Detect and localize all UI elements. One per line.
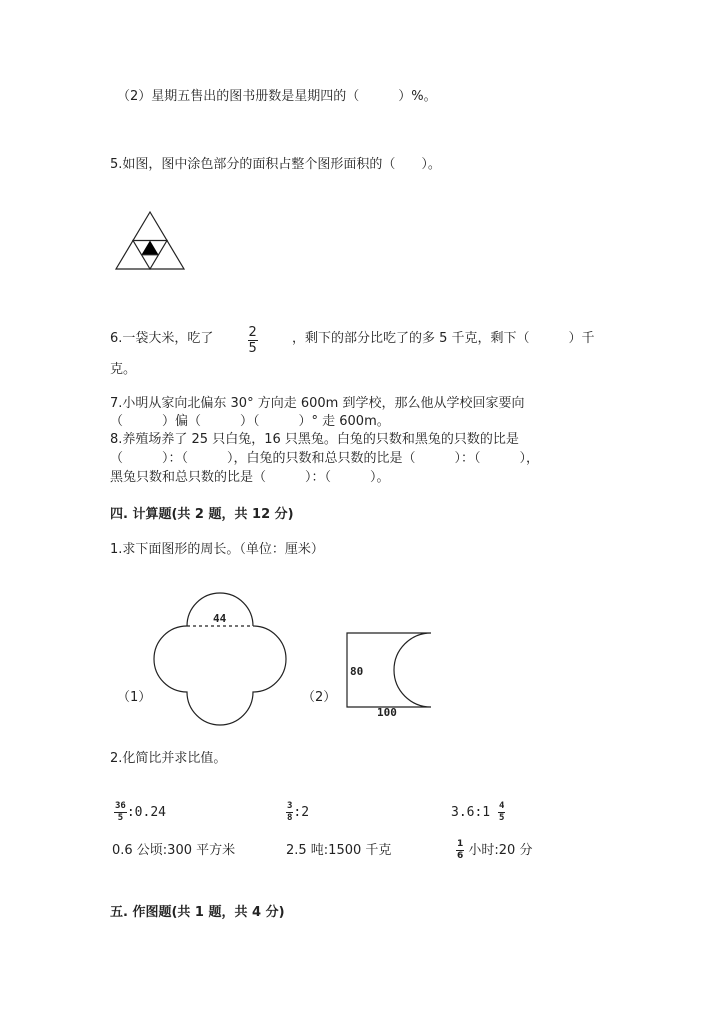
four-lobe-outline <box>154 626 286 725</box>
ratio-b <box>286 802 309 823</box>
triangle-figure <box>110 208 190 274</box>
ratio-c-num: 4 <box>498 801 505 811</box>
q8-line3: 黑兔只数和总只数的比是（ ）：（ ）。 <box>110 470 390 485</box>
fig2-width: 100 <box>377 706 397 719</box>
ratio-c-fraction <box>498 802 505 823</box>
fig2-height: 80 <box>350 665 364 678</box>
ratio-e: 2.5 吨:1500 千克 <box>286 843 392 858</box>
q6-fraction <box>248 326 258 355</box>
q7-line2: （ ）偏（ ）（ ）° 走 600m。 <box>110 414 390 429</box>
q6-frac-den: 5 <box>248 341 257 356</box>
ratio-f-rest: 小时:20 分 <box>468 843 533 858</box>
ratio-c-pre: 3.6:1 <box>451 805 491 820</box>
ratio-c <box>451 802 505 823</box>
ratio-f-den: 6 <box>457 851 464 861</box>
q6-wrap: 克。 <box>110 362 137 377</box>
ratio-a-rest: :0.24 <box>126 805 166 820</box>
section4-q1: 1.求下面图形的周长。（单位：厘米） <box>110 542 324 557</box>
q6-after: ，剩下的部分比吃了的多 5 千克，剩下（ ）千 <box>291 331 595 346</box>
q6-line <box>110 324 595 356</box>
q8-line1: 8.养殖场养了 25 只白兔，16 只黑兔。白兔的只数和黑兔的只数的比是 <box>110 432 519 447</box>
ratio-a-fraction <box>114 802 127 823</box>
ratio-c-den: 5 <box>498 813 505 823</box>
ratio-f-num: 1 <box>457 839 464 849</box>
ratio-b-num: 3 <box>287 801 293 811</box>
ratio-b-den: 8 <box>287 813 293 823</box>
q7-line1: 7.小明从家向北偏东 30° 方向走 600m 到学校，那么他从学校回家要向 <box>110 396 525 411</box>
q8-line2: （ ）：（ ），白兔的只数和总只数的比是（ ）：（ ）， <box>110 451 540 466</box>
ratio-d: 0.6 公顷:300 平方米 <box>112 843 236 858</box>
ratio-b-rest: :2 <box>293 805 310 820</box>
fig1-label: （1） <box>117 690 152 705</box>
q2-line: （2）星期五售出的图书册数是星期四的（ ）%。 <box>117 89 437 104</box>
section5-title: 五. 作图题(共 1 题，共 4 分) <box>110 905 285 920</box>
ratio-a-num: 36 <box>115 801 126 811</box>
section4-title: 四. 计算题(共 2 题，共 12 分) <box>110 507 294 522</box>
ratio-a-den: 5 <box>117 813 124 823</box>
ratio-a <box>114 802 166 823</box>
ratio-f <box>456 840 532 861</box>
q5-line: 5.如图，图中涂色部分的面积占整个图形面积的（ ）。 <box>110 157 441 172</box>
figure1-shape <box>155 588 295 726</box>
q6-frac-num: 2 <box>248 325 257 340</box>
q6-before: 6.一袋大米，吃了 <box>110 331 214 346</box>
fig2-label: （2） <box>302 690 337 705</box>
section4-q2: 2.化简比并求比值。 <box>110 751 227 766</box>
ratio-f-fraction <box>456 840 464 861</box>
fig1-value: 44 <box>213 612 227 625</box>
